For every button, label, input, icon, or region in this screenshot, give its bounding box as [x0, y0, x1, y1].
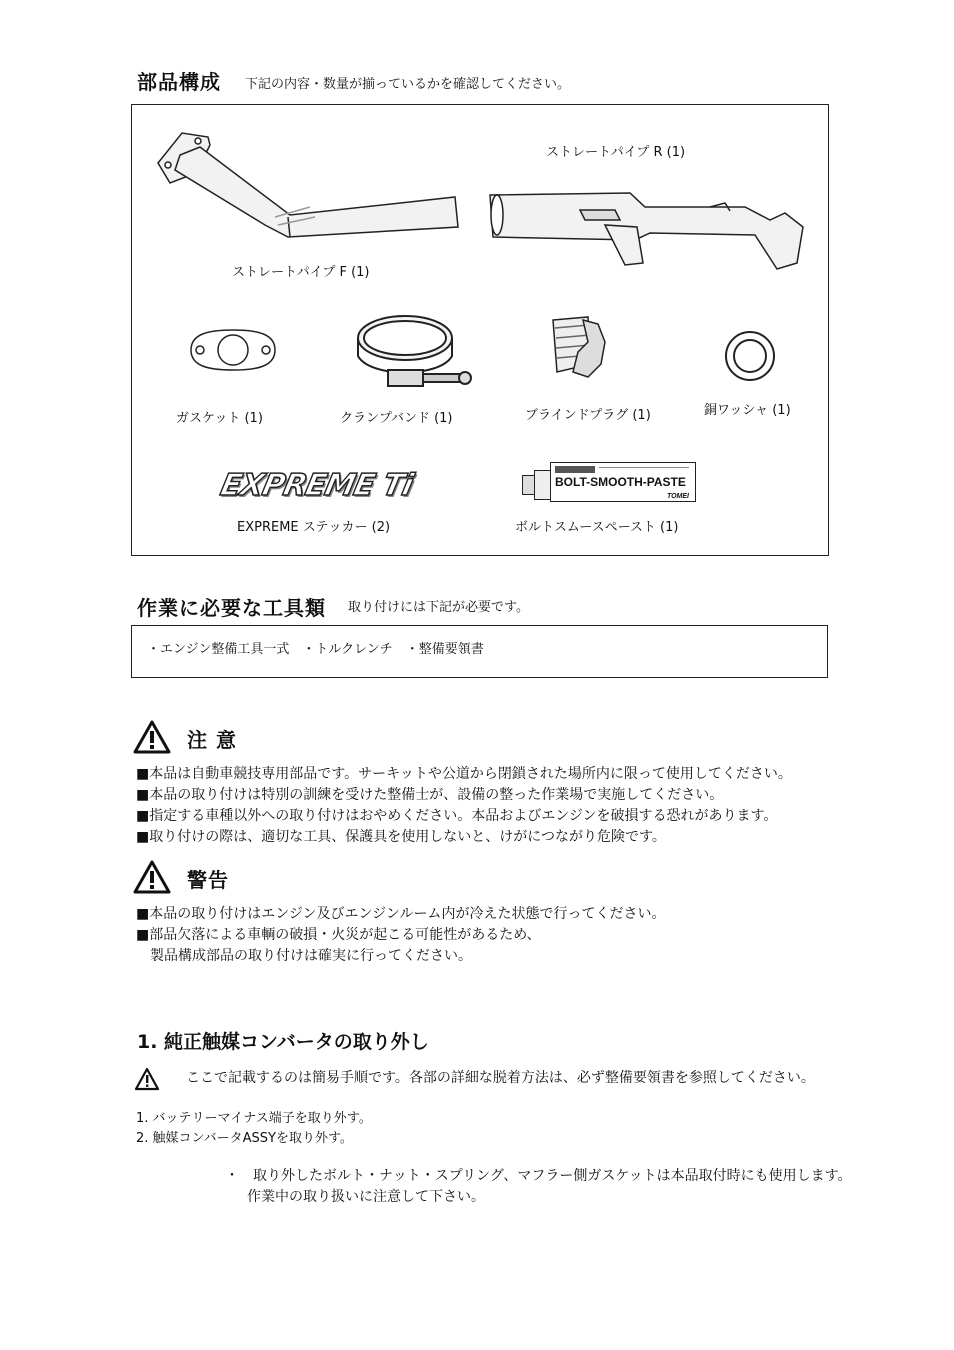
clamp-band-label: クランプバンド (1): [340, 411, 453, 426]
copper-washer-illustration: [722, 330, 778, 386]
parts-section-title: 部品構成: [137, 70, 221, 94]
straight-pipe-f-label: ストレートパイプ F (1): [232, 265, 370, 280]
copper-washer-label: 銅ワッシャ (1): [704, 403, 791, 418]
caution-line-1: ■本品は自動車競技専用部品です。サーキットや公道から閉鎖された場所内に限って使用してください。: [136, 766, 792, 782]
step1-item-2: 2. 触媒コンバータASSYを取り外す。: [136, 1131, 353, 1146]
tools-section-title: 作業に必要な工具類: [137, 596, 326, 620]
straight-pipe-r-illustration: [485, 185, 810, 275]
caution-line-3: ■指定する車種以外への取り付けはおやめください。本品およびエンジンを破損する恐れがあります。: [136, 808, 778, 824]
expreme-ti-sticker-logo: EXPREME Ti: [217, 468, 416, 503]
caution-title: 注 意: [187, 728, 237, 752]
blind-plug-label: ブラインドプラグ (1): [525, 408, 651, 423]
clamp-band-illustration: [350, 308, 475, 396]
paste-tube-text: BOLT-SMOOTH-PASTE: [555, 475, 686, 489]
blind-plug-illustration: [543, 312, 613, 382]
caution-warning-icon: [133, 720, 171, 754]
warning-line-1: ■本品の取り付けはエンジン及びエンジンルーム内が冷えた状態で行ってください。: [136, 906, 666, 922]
straight-pipe-r-label: ストレートパイプ R (1): [546, 145, 686, 160]
warning-title: 警告: [187, 868, 229, 892]
paste-tube-brand: TOMEI: [666, 493, 689, 500]
paste-label: ボルトスムースペースト (1): [515, 520, 679, 535]
parts-section-subtitle: 下記の内容・数量が揃っているかを確認してください。: [245, 77, 571, 92]
sticker-label: EXPREME ステッカー (2): [237, 520, 391, 535]
step1-note: ここで記載するのは簡易手順です。各部の詳細な脱着方法は、必ず整備要領書を参照してください。: [186, 1070, 815, 1086]
step1-item-1: 1. バッテリーマイナス端子を取り外す。: [136, 1111, 372, 1126]
gasket-label: ガスケット (1): [176, 411, 263, 426]
caution-line-4: ■取り付けの際は、適切な工具、保護具を使用しないと、けがにつながり危険です。: [136, 829, 666, 845]
warning-line-2: ■部品欠落による車輌の破損・火災が起こる可能性があるため、: [136, 927, 541, 943]
tools-list: ・エンジン整備工具一式 ・トルクレンチ ・整備要領書: [147, 642, 484, 657]
warning-icon: [133, 860, 171, 894]
step1-bullet-line-2: 作業中の取り扱いに注意して下さい。: [247, 1189, 485, 1205]
step1-note-warning-icon: [134, 1067, 160, 1091]
step1-bullet-line-1: ・ 取り外したボルト・ナット・スプリング、マフラー側ガスケットは本品取付時にも使用します。: [225, 1168, 852, 1184]
gasket-illustration: [183, 322, 283, 378]
warning-line-3: 製品構成部品の取り付けは確実に行ってください。: [136, 948, 472, 964]
bolt-smooth-paste-tube-illustration: [522, 462, 698, 504]
step1-title: 1. 純正触媒コンバータの取り外し: [137, 1031, 429, 1053]
straight-pipe-f-illustration: [140, 125, 470, 255]
caution-line-2: ■本品の取り付けは特別の訓練を受けた整備士が、設備の整った作業場で実施してください。: [136, 787, 724, 803]
tools-section-subtitle: 取り付けには下記が必要です。: [348, 600, 529, 615]
